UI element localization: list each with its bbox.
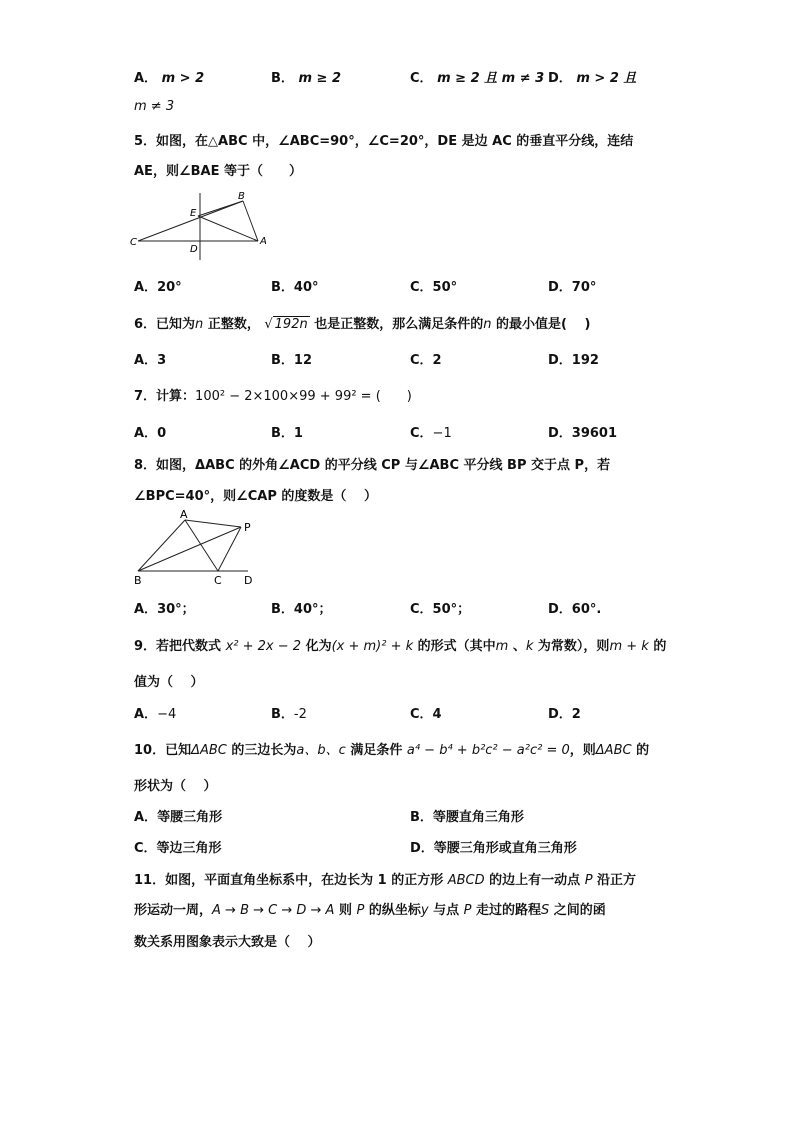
q8-option-b[interactable] <box>271 598 332 617</box>
segment-ap <box>185 520 241 527</box>
q9-text-a: 9．若把代数式 <box>134 639 226 654</box>
option-text: 12 <box>293 353 313 368</box>
q11-stem-line3: 数关系用图象表示大致是（ ） <box>134 935 321 950</box>
option-label: D． <box>548 707 572 722</box>
label-a: A <box>180 508 188 521</box>
var-m: m <box>495 639 509 654</box>
q6-option-d[interactable] <box>548 349 599 368</box>
q11-text-b: 的边上有一动点 <box>484 873 585 888</box>
segment-cb <box>138 201 243 241</box>
option-label: B． <box>271 602 294 617</box>
q9-stem-line1 <box>134 635 666 654</box>
q9-text-b: 化为 <box>301 639 332 654</box>
option-label: C． <box>410 602 433 617</box>
option-text: 等腰三角形 <box>157 810 223 825</box>
option-label: D． <box>548 71 572 86</box>
q11-stem-line1 <box>134 869 636 888</box>
q10-text-b: 的三边长为 <box>226 743 297 758</box>
sqrt-expression: √ 192n <box>264 317 308 332</box>
q10-triangle-2: ΔABC <box>595 743 632 758</box>
option-text: 3 <box>157 353 167 368</box>
option-text: m > 2 <box>161 71 205 86</box>
q7-prefix: 7．计算： <box>134 389 196 404</box>
option-label: D． <box>548 280 572 295</box>
label-d: D <box>190 244 198 255</box>
q4-option-d[interactable] <box>548 67 636 86</box>
option-label: D． <box>548 426 572 441</box>
option-text: 2 <box>571 707 581 722</box>
option-label: D． <box>548 602 572 617</box>
var-p: P <box>584 873 593 888</box>
var-n: n <box>195 317 204 332</box>
q6-option-b[interactable] <box>271 349 312 368</box>
q6-suffix: 的最小值是( ) <box>491 317 591 332</box>
var-n: n <box>483 317 492 332</box>
q11-path: A → B → C → D → A <box>212 903 335 918</box>
option-text: 40° <box>293 280 319 295</box>
option-label: A． <box>134 810 158 825</box>
option-label: B． <box>271 353 294 368</box>
option-text: 50°； <box>432 602 471 617</box>
label-b: B <box>238 191 245 202</box>
option-label: D． <box>410 841 434 856</box>
q10-option-c[interactable] <box>134 837 222 856</box>
q9-option-a[interactable] <box>134 703 176 722</box>
var-s: S <box>541 903 550 918</box>
option-text: 30°； <box>157 602 195 617</box>
q8-option-c[interactable] <box>410 598 470 617</box>
q10-option-b[interactable] <box>410 806 524 825</box>
q7-option-a[interactable] <box>134 422 166 441</box>
q7-expression: 100² − 2×100×99 + 99² = ( ) <box>195 389 412 404</box>
q10-stem-line1 <box>134 739 649 758</box>
q6-mid2: 也是正整数，那么满足条件的 <box>309 317 484 332</box>
option-label: A． <box>134 71 158 86</box>
label-c: C <box>130 237 137 248</box>
q11-text-c: 沿正方 <box>592 873 637 888</box>
option-text: 1 <box>293 426 303 441</box>
q11-text-h: 走过的路程 <box>471 903 542 918</box>
option-text: 2 <box>432 353 442 368</box>
q5-option-d[interactable] <box>548 276 596 295</box>
q5-triangle-figure <box>128 188 278 262</box>
q10-expression: a⁴ − b⁴ + b²c² − a²c² = 0 <box>406 743 570 758</box>
segment-ac <box>185 520 218 571</box>
option-text: 60°. <box>571 602 602 617</box>
option-label: D． <box>548 353 572 368</box>
q6-mid1: 正整数， <box>203 317 260 332</box>
option-text: 0 <box>157 426 167 441</box>
option-text: 40°； <box>293 602 332 617</box>
q9-expression-3: m + k <box>609 639 649 654</box>
q9-option-b[interactable] <box>271 703 307 722</box>
option-label: A． <box>134 707 158 722</box>
q10-text-a: 10．已知 <box>134 743 192 758</box>
q9-text-e: 为常数），则 <box>533 639 610 654</box>
option-label: A． <box>134 602 158 617</box>
q8-option-d[interactable] <box>548 598 601 617</box>
label-b: B <box>134 574 142 587</box>
q4-option-a[interactable] <box>134 67 204 86</box>
option-label: A． <box>134 353 158 368</box>
option-text: m ≥ 2 <box>298 71 341 86</box>
q10-option-d[interactable] <box>410 837 577 856</box>
option-text: 等腰直角三角形 <box>432 810 524 825</box>
option-label: B． <box>271 426 294 441</box>
segment-cp <box>218 527 241 571</box>
q10-option-a[interactable] <box>134 806 222 825</box>
q7-option-c[interactable] <box>410 422 452 441</box>
q4-option-c[interactable] <box>410 67 544 86</box>
option-label: C． <box>134 841 157 856</box>
q11-text-f: 的纵坐标 <box>364 903 421 918</box>
var-y: y <box>420 903 429 918</box>
q10-text-e: 的 <box>631 743 650 758</box>
option-label: C． <box>410 353 433 368</box>
option-text: 39601 <box>571 426 618 441</box>
q5-option-b[interactable] <box>271 276 319 295</box>
q7-stem <box>134 385 412 404</box>
segment-ba <box>138 520 185 571</box>
option-text: m ≥ 2 且 m ≠ 3 <box>437 71 545 86</box>
option-text: −4 <box>157 707 177 722</box>
q11-text-d: 形运动一周， <box>134 903 213 918</box>
q11-square: ABCD <box>447 873 485 888</box>
option-label: C． <box>410 707 433 722</box>
segment-bp <box>138 527 241 571</box>
option-text: −1 <box>432 426 452 441</box>
q9-text-d: 、 <box>508 639 526 654</box>
q9-stem-line2: 值为（ ） <box>134 675 204 690</box>
var-p: P <box>463 903 472 918</box>
q11-text-g: 与点 <box>428 903 464 918</box>
sqrt-radicand: 192n <box>274 317 308 332</box>
q7-option-b[interactable] <box>271 422 303 441</box>
q9-expression-1: x² + 2x − 2 <box>225 639 302 654</box>
q10-stem-line2: 形状为（ ） <box>134 779 217 794</box>
option-text: 50° <box>432 280 458 295</box>
option-label: C． <box>410 71 433 86</box>
q6-option-a[interactable] <box>134 349 166 368</box>
q5-stem-line1: 5．如图，在△ABC 中，∠ABC=90°，∠C=20°，DE 是边 AC 的垂直平分线，连结 <box>134 134 634 149</box>
label-a: A <box>260 236 267 247</box>
option-label: A． <box>134 280 158 295</box>
option-label: A． <box>134 426 158 441</box>
label-e: E <box>190 208 197 219</box>
label-c: C <box>214 574 222 587</box>
option-text: m > 2 且 <box>576 71 637 86</box>
q11-stem-line2 <box>134 899 606 918</box>
var-k: k <box>525 639 534 654</box>
q6-option-c[interactable] <box>410 349 442 368</box>
option-text: 192 <box>571 353 599 368</box>
option-text: 等腰三角形或直角三角形 <box>433 841 577 856</box>
q10-triangle-1: ΔABC <box>191 743 227 758</box>
q8-triangle-figure <box>128 506 268 590</box>
q9-expression-2: (x + m)² + k <box>331 639 414 654</box>
option-label: B． <box>410 810 433 825</box>
option-text: 20° <box>157 280 182 295</box>
q8-option-a[interactable] <box>134 598 195 617</box>
q5-option-c[interactable] <box>410 276 457 295</box>
q10-sides: a、b、c <box>296 743 346 758</box>
segment-ea <box>198 216 258 241</box>
q11-text-e: 则 <box>334 903 357 918</box>
q9-text-c: 的形式（其中 <box>413 639 496 654</box>
q9-option-d[interactable] <box>548 703 581 722</box>
var-p: P <box>356 903 365 918</box>
q4-option-d-continued: m ≠ 3 <box>134 99 175 114</box>
q9-text-f: 的 <box>648 639 667 654</box>
q6-stem <box>134 313 590 332</box>
option-text: -2 <box>293 707 307 722</box>
q6-prefix: 6．已知为 <box>134 317 196 332</box>
q5-stem-line2: AE，则∠BAE 等于（ ） <box>134 164 302 179</box>
segment-ba <box>243 201 258 241</box>
q10-text-c: 满足条件 <box>345 743 407 758</box>
q4-option-b[interactable] <box>271 67 341 86</box>
label-d: D <box>244 574 253 587</box>
option-text: 等边三角形 <box>156 841 222 856</box>
option-label: C． <box>410 426 433 441</box>
q5-option-a[interactable] <box>134 276 182 295</box>
option-text: 4 <box>432 707 442 722</box>
option-text: 70° <box>571 280 597 295</box>
q7-option-d[interactable] <box>548 422 617 441</box>
option-label: B． <box>271 280 294 295</box>
q9-option-c[interactable] <box>410 703 442 722</box>
q11-text-a: 11．如图，平面直角坐标系中，在边长为 1 的正方形 <box>134 873 448 888</box>
label-p: P <box>244 521 251 534</box>
q10-text-d: ，则 <box>569 743 596 758</box>
q11-text-i: 之间的函 <box>549 903 606 918</box>
option-label: B． <box>271 71 294 86</box>
option-label: C． <box>410 280 433 295</box>
q8-stem-line1: 8．如图，ΔABC 的外角∠ACD 的平分线 CP 与∠ABC 平分线 BP 交于点 P，若 <box>134 458 611 473</box>
q8-stem-line2: ∠BPC=40°，则∠CAP 的度数是（ ） <box>134 489 377 504</box>
option-label: B． <box>271 707 294 722</box>
